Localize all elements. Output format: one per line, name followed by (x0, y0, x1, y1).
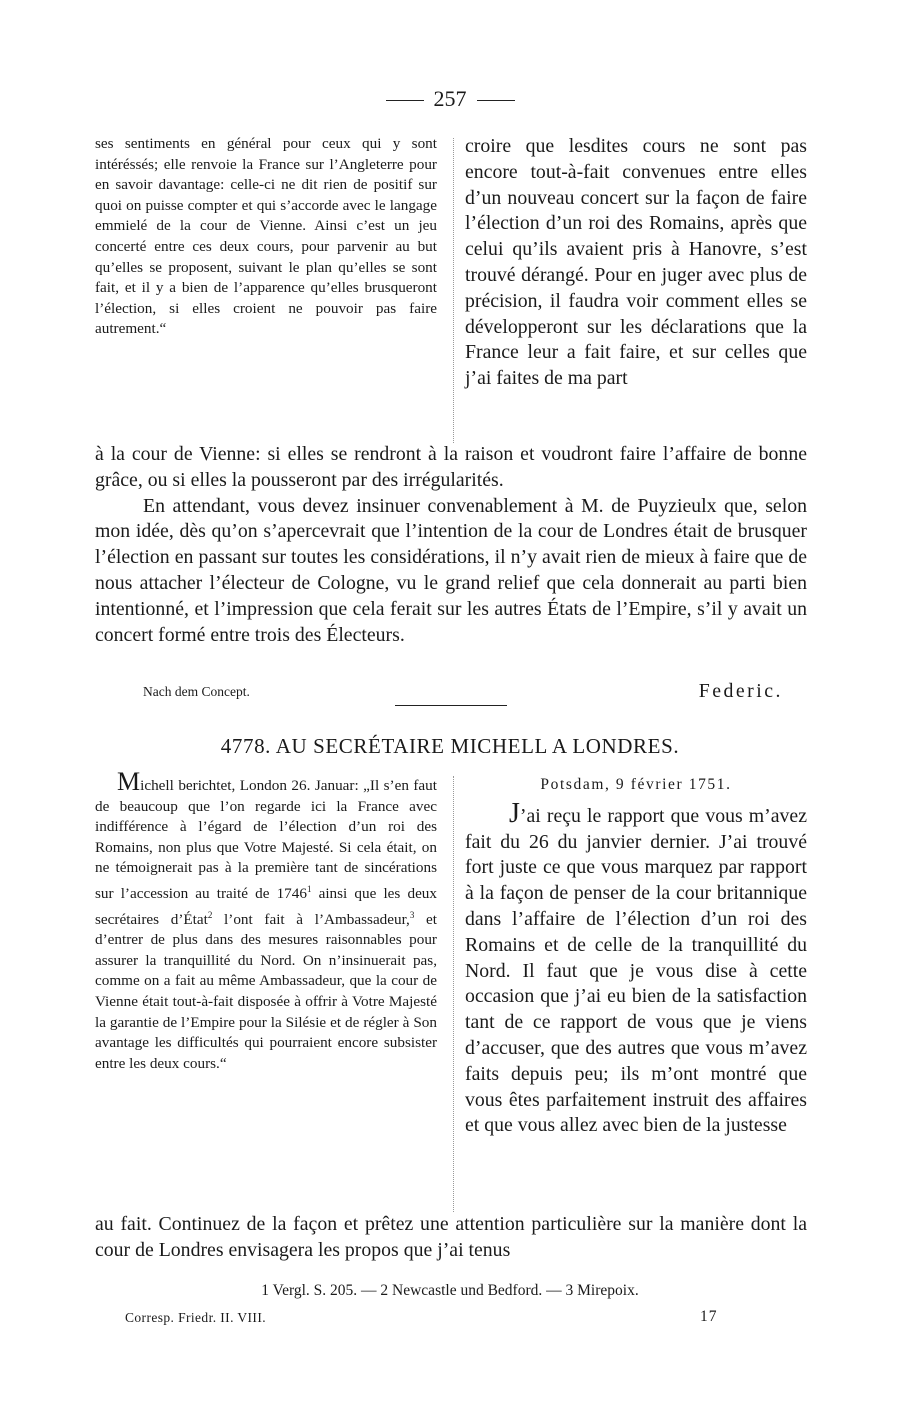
section1-left-text: ses sentiments en général pour ceux qui y sont intéréssés; elle renvoie la France sur l’Angleterre pour en savoir davantage: celle-ci ne dit rien de positif sur quoi on puisse compter et qui s’accorde avec le langage emmielé de la cour de Vienne. Ainsi c’est un jeu concerté entre ces deux cours, pour parvenir au but qu’elles se proposent, suivant le plan qu’elles se sont fait, et il y a bien de l’apparence qu’elles brusqueront l’élection, si elles croient ne pouvoir pas faire autrement.“ (95, 135, 437, 338)
section1-right-column (465, 134, 807, 392)
signature-row (95, 680, 807, 708)
source-note: Nach dem Concept. (143, 684, 250, 699)
footer-signature: Corresp. Friedr. II. VIII. (125, 1310, 266, 1325)
section1-left-column (95, 134, 437, 340)
footnote-ref-3: 3 (409, 909, 415, 920)
footnote-ref-1: 1 (306, 883, 312, 894)
column-separator-2 (453, 776, 454, 1212)
footnote-ref-2: 2 (207, 909, 213, 920)
dateline: Potsdam, 9 février 1751. (540, 776, 732, 793)
section1-full-text-1: à la cour de Vienne: si elles se rendront à la raison et voudront faire l’affaire de bonne grâce, ou si elles la pousseront par des irrégularités. (95, 443, 807, 491)
page-number-dash-right (477, 100, 515, 101)
summary-text-c: l’ont fait à l’Ambassadeur, (212, 910, 410, 928)
footer-sheet-number: 17 (700, 1308, 718, 1325)
signature: Federic. (698, 680, 783, 702)
column-separator-1 (453, 138, 454, 443)
letter-heading: 4778. AU SECRÉTAIRE MICHELL A LONDRES. (220, 734, 680, 758)
summary-text-d: et d’entrer de plus dans des mesures raisonnables pour assurer la tranquillité du Nord. On n’insinuerait pas, comme on a fait au même Ambassadeur, que la cour de Vienne était tout-à-fait disposée à offrir à Votre Majesté la garantie de l’Empire pour la Silésie et de régler à Son avantage les difficultés qui pourraient encore subsister entre les deux cours.“ (95, 910, 437, 1072)
letter-text: ’ai reçu le rapport que vous m’avez fait du 26 du janvier dernier. J’ai trouvé fort juste ce que vous marquez par rapport à la façon de penser de la cour britannique dans l’affaire de l’élection d’un roi des Romains et de celle de la tranquillité du Nord. Il faut que je vous dise à cette occasion que j’ai eu bien de la satisfaction tant de ce rapport de vous que je viens d’accuser, que des autres que vous m’avez faits depuis peu; ils m’ont montré que vous êtes parfaitement instruit des affaires et que vous allez avec bien de la justesse (465, 804, 807, 1137)
left-drop-letter: M (117, 767, 141, 796)
section1-right-text: croire que lesdites cours ne sont pas encore tout-à-fait convenues entre elles d’un nouveau concert sur la façon de faire l’élection d’un roi des Romains, après que celui qu’ils avaient pris à Hanovre, s’est trouvé dérangé. Pour en juger avec plus de précision, il faudra voir comment elles se développeront sur les déclarations que la France leur a fait faire, et sur celles que j’ai faites de ma part (465, 135, 807, 390)
section-divider-rule (395, 705, 507, 706)
section1-full-width (95, 442, 807, 648)
section2-full-width (95, 1212, 807, 1264)
section2-left-text (95, 767, 437, 1074)
section2-left-column (95, 767, 437, 1074)
letter-body (465, 797, 807, 1139)
section1-full-text-2: En attendant, vous devez insinuer convenablement à M. de Puyzieulx que, selon mon idée, dès qu’on s’apercevrait que l’intention de la cour de Londres était de brusquer l’élection en passant sur toutes les considérations, il n’y avait rien de mieux à faire que de nous attacher l’électeur de Cologne, vu le grand relief que cela donnerait au parti bien intentionné, et l’impression que cela ferait sur les autres États de l’Empire, s’il y avait un concert formé entre trois des Électeurs. (95, 494, 807, 646)
summary-text-b: ainsi que les deux secrétaires d’État (95, 885, 437, 928)
page-number: 257 (433, 86, 467, 111)
section2-right-column (465, 772, 807, 1139)
right-drop-letter: J (509, 797, 520, 829)
footnotes: 1 Vergl. S. 205. — 2 Newcastle und Bedford. — 3 Mirepoix. (261, 1282, 639, 1299)
summary-text-a: ichell berichtet, London 26. Januar: „Il s’en faut de beaucoup que l’on regarde ici la France avec indifférence à l’égard de l’élection d’un roi des Romains, non plus que Votre Majesté. Si cela était, on ne témoignerait pas à la première tant de sincérations sur l’accession au traité de 1746 (95, 777, 437, 903)
section2-full-text: au fait. Continuez de la façon et prêtez une attention particulière sur la manière dont la cour de Londres envisagera les propos que j’ai tenus (95, 1213, 807, 1261)
page-number-dash-left (386, 100, 424, 101)
page-number-line (0, 86, 900, 112)
